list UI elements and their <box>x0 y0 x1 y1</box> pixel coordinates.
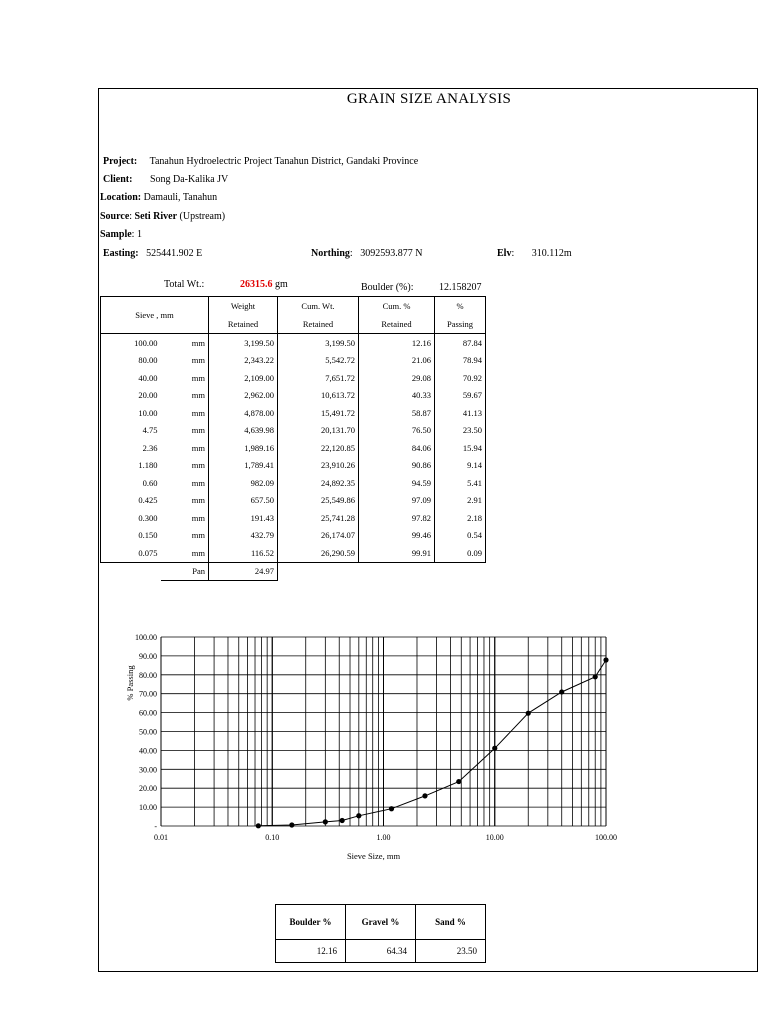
table-row <box>101 387 486 405</box>
x-tick-label: 10.00 <box>485 833 504 842</box>
cum-pct-cell: 76.50 <box>359 422 435 440</box>
boulder-pct-label: Boulder (%): <box>361 282 414 293</box>
grain-size-chart <box>99 629 639 869</box>
cum-pct-cell: 84.06 <box>359 439 435 457</box>
weight-cell: 4,878.00 <box>209 404 278 422</box>
y-tick-label: 50.00 <box>139 727 157 737</box>
passing-header: % <box>435 297 486 316</box>
cum-wt-cell: 22,120.85 <box>278 439 359 457</box>
pan-label: Pan <box>161 562 209 581</box>
unit-cell: mm <box>161 387 209 405</box>
cum-wt-cell: 25,741.28 <box>278 509 359 527</box>
source-value: Seti River <box>134 211 178 222</box>
table-header-row <box>101 297 486 316</box>
client-line: Client: Song Da-Kalika JV <box>103 174 229 185</box>
weight-cell: 4,639.98 <box>209 422 278 440</box>
cum-pct-cell: 58.87 <box>359 404 435 422</box>
gravel-value: 64.34 <box>346 940 416 963</box>
elv-value: 310.112m <box>531 248 572 259</box>
cum-pct-cell: 99.91 <box>359 544 435 562</box>
sample-label: Sample <box>100 229 132 240</box>
table-row <box>101 369 486 387</box>
unit-cell: mm <box>161 474 209 492</box>
data-point <box>289 822 294 827</box>
client-label: Client <box>103 174 130 185</box>
passing-cell: 41.13 <box>435 404 486 422</box>
sieve-size-cell: 10.00 <box>101 404 161 422</box>
weight-header-2: Retained <box>209 315 278 334</box>
data-point <box>323 819 328 824</box>
sieve-size-cell: 1.180 <box>101 457 161 475</box>
weight-cell: 432.79 <box>209 527 278 545</box>
sieve-table <box>100 296 486 581</box>
northing-label: Northing <box>311 248 350 259</box>
x-tick-label: 100.00 <box>595 833 617 842</box>
elv-line: Elv: 310.112m <box>497 248 572 259</box>
project-value: Tanahun Hydroelectric Project Tanahun District, Gandaki Province <box>149 156 419 167</box>
data-point <box>593 674 598 679</box>
unit-cell: mm <box>161 352 209 370</box>
y-tick-label: 60.00 <box>139 708 157 718</box>
table-row <box>101 544 486 562</box>
passing-cell: 0.54 <box>435 527 486 545</box>
sieve-size-cell: 2.36 <box>101 439 161 457</box>
y-tick-label: 10.00 <box>139 803 157 813</box>
sieve-size-cell: 20.00 <box>101 387 161 405</box>
y-tick-label: 70.00 <box>139 689 157 699</box>
y-tick-label: 80.00 <box>139 670 157 680</box>
sieve-size-cell: 0.150 <box>101 527 161 545</box>
x-axis-label: Sieve Size, mm <box>346 851 401 861</box>
pan-value: 24.97 <box>209 562 278 581</box>
client-value: Song Da-Kalika JV <box>149 174 229 185</box>
cumpct-header-2: Retained <box>359 315 435 334</box>
weight-cell: 3,199.50 <box>209 334 278 352</box>
boulder-pct-value: 12.158207 <box>439 282 482 293</box>
cumwt-header: Cum. Wt. <box>278 297 359 316</box>
cum-wt-cell: 25,549.86 <box>278 492 359 510</box>
cum-wt-cell: 15,491.72 <box>278 404 359 422</box>
y-tick-label: - <box>154 822 157 831</box>
weight-cell: 2,109.00 <box>209 369 278 387</box>
series-line <box>258 660 606 826</box>
sieve-size-cell: 4.75 <box>101 422 161 440</box>
location-value: Damauli, Tanahun <box>143 192 218 203</box>
location-label: Location <box>100 192 138 203</box>
sieve-size-cell: 100.00 <box>101 334 161 352</box>
cum-wt-cell: 10,613.72 <box>278 387 359 405</box>
passing-cell: 0.09 <box>435 544 486 562</box>
easting-line: Easting: 525441.902 E <box>103 248 203 259</box>
table-row <box>101 439 486 457</box>
unit-cell: mm <box>161 457 209 475</box>
cum-wt-cell: 20,131.70 <box>278 422 359 440</box>
weight-cell: 1,789.41 <box>209 457 278 475</box>
summary-table <box>275 904 486 963</box>
weight-cell: 2,343.22 <box>209 352 278 370</box>
passing-cell: 23.50 <box>435 422 486 440</box>
total-wt-unit: gm <box>275 279 288 290</box>
unit-cell: mm <box>161 334 209 352</box>
cumwt-header-2: Retained <box>278 315 359 334</box>
unit-cell: mm <box>161 544 209 562</box>
cum-wt-cell: 5,542.72 <box>278 352 359 370</box>
unit-cell: mm <box>161 369 209 387</box>
cum-pct-cell: 21.06 <box>359 352 435 370</box>
table-row <box>101 352 486 370</box>
sieve-size-cell: 0.60 <box>101 474 161 492</box>
y-tick-label: 20.00 <box>139 784 157 794</box>
passing-cell: 9.14 <box>435 457 486 475</box>
easting-value: 525441.902 E <box>146 248 203 259</box>
total-wt-line <box>240 279 288 290</box>
data-point <box>559 689 564 694</box>
report-sheet <box>98 88 758 972</box>
y-tick-label: 100.00 <box>135 633 157 642</box>
cum-pct-cell: 97.09 <box>359 492 435 510</box>
location-line: Location: Damauli, Tanahun <box>100 192 218 203</box>
cum-pct-cell: 94.59 <box>359 474 435 492</box>
passing-cell: 15.94 <box>435 439 486 457</box>
source-label: Source <box>100 211 130 222</box>
data-point <box>340 818 345 823</box>
weight-cell: 116.52 <box>209 544 278 562</box>
unit-cell: mm <box>161 492 209 510</box>
x-tick-label: 0.10 <box>265 833 280 842</box>
total-wt-label: Total Wt.: <box>164 279 205 290</box>
cum-pct-cell: 99.46 <box>359 527 435 545</box>
passing-cell: 70.92 <box>435 369 486 387</box>
cumpct-header: Cum. % <box>359 297 435 316</box>
data-point <box>389 806 394 811</box>
northing-value: 3092593.877 N <box>360 248 423 259</box>
cum-wt-cell: 7,651.72 <box>278 369 359 387</box>
sieve-size-cell: 0.300 <box>101 509 161 527</box>
sand-value: 23.50 <box>416 940 486 963</box>
passing-header-2: Passing <box>435 315 486 334</box>
total-wt-value: 26315.6 <box>240 279 273 290</box>
table-row <box>101 404 486 422</box>
sample-line: Sample: 1 <box>100 229 142 240</box>
sieve-header: Sieve , mm <box>101 297 209 334</box>
report-title: GRAIN SIZE ANALYSIS <box>346 91 512 107</box>
data-point <box>256 823 261 828</box>
passing-cell: 78.94 <box>435 352 486 370</box>
cum-pct-cell: 12.16 <box>359 334 435 352</box>
project-line: Project: Tanahun Hydroelectric Project Tanahun District, Gandaki Province <box>103 156 419 167</box>
data-point <box>356 813 361 818</box>
passing-cell: 87.84 <box>435 334 486 352</box>
weight-cell: 982.09 <box>209 474 278 492</box>
passing-cell: 2.91 <box>435 492 486 510</box>
source-suffix: (Upstream) <box>179 211 226 222</box>
cum-pct-cell: 97.82 <box>359 509 435 527</box>
weight-header: Weight <box>209 297 278 316</box>
sand-header: Sand % <box>416 905 486 940</box>
data-point <box>456 779 461 784</box>
data-point <box>422 793 427 798</box>
data-point <box>526 711 531 716</box>
source-line: Source: Seti River (Upstream) <box>100 211 226 222</box>
sieve-size-cell: 0.425 <box>101 492 161 510</box>
table-row <box>101 527 486 545</box>
data-point <box>603 657 608 662</box>
table-row <box>101 457 486 475</box>
project-label: Project <box>103 156 134 167</box>
sieve-size-cell: 40.00 <box>101 369 161 387</box>
table-row <box>101 509 486 527</box>
weight-cell: 657.50 <box>209 492 278 510</box>
northing-line: Northing: 3092593.877 N <box>311 248 423 259</box>
y-tick-label: 30.00 <box>139 765 157 775</box>
table-row <box>101 474 486 492</box>
elv-label: Elv <box>497 248 512 259</box>
cum-pct-cell: 90.86 <box>359 457 435 475</box>
weight-cell: 1,989.16 <box>209 439 278 457</box>
table-row <box>101 422 486 440</box>
y-tick-label: 40.00 <box>139 746 157 756</box>
y-axis-label: % Passing <box>125 665 135 701</box>
pan-row <box>101 562 486 581</box>
x-tick-label: 0.01 <box>154 833 168 842</box>
table-row <box>101 334 486 352</box>
cum-wt-cell: 24,892.35 <box>278 474 359 492</box>
passing-cell: 2.18 <box>435 509 486 527</box>
passing-cell: 5.41 <box>435 474 486 492</box>
weight-cell: 191.43 <box>209 509 278 527</box>
summary-header-row <box>276 905 486 940</box>
y-tick-label: 90.00 <box>139 651 157 661</box>
data-point <box>492 746 497 751</box>
unit-cell: mm <box>161 439 209 457</box>
cum-pct-cell: 29.08 <box>359 369 435 387</box>
summary-value-row <box>276 940 486 963</box>
unit-cell: mm <box>161 404 209 422</box>
table-row <box>101 492 486 510</box>
unit-cell: mm <box>161 527 209 545</box>
cum-wt-cell: 3,199.50 <box>278 334 359 352</box>
sample-value: 1 <box>136 229 142 240</box>
weight-cell: 2,962.00 <box>209 387 278 405</box>
sieve-size-cell: 0.075 <box>101 544 161 562</box>
x-tick-label: 1.00 <box>376 833 391 842</box>
unit-cell: mm <box>161 422 209 440</box>
cum-pct-cell: 40.33 <box>359 387 435 405</box>
boulder-value: 12.16 <box>276 940 346 963</box>
gravel-header: Gravel % <box>346 905 416 940</box>
easting-label: Easting <box>103 248 136 259</box>
cum-wt-cell: 23,910.26 <box>278 457 359 475</box>
cum-wt-cell: 26,290.59 <box>278 544 359 562</box>
sieve-size-cell: 80.00 <box>101 352 161 370</box>
boulder-header: Boulder % <box>276 905 346 940</box>
unit-cell: mm <box>161 509 209 527</box>
passing-cell: 59.67 <box>435 387 486 405</box>
cum-wt-cell: 26,174.07 <box>278 527 359 545</box>
